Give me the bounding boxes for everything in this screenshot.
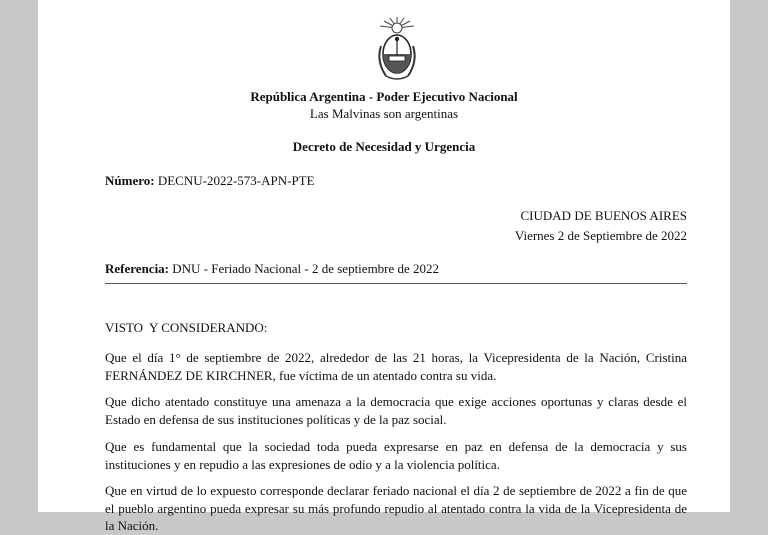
reference-label: Referencia: [105, 261, 170, 276]
date: Viernes 2 de Septiembre de 2022 [514, 228, 687, 243]
decree-number [105, 173, 315, 189]
separator-rule [105, 283, 687, 284]
reference-value: DNU - Feriado Nacional - 2 de septiembre de 2022 [172, 261, 440, 276]
header-republic: República Argentina - Poder Ejecutivo Nacional [250, 89, 518, 104]
reference [105, 261, 439, 277]
number-value: DECNU-2022-573-APN-PTE [157, 173, 315, 188]
document-page [38, 0, 730, 533]
paragraph-3: Que es fundamental que la sociedad toda pueda expresarse en paz en defensa de la democracia y sus instituciones y en repudio a las expresiones de odio y a la violencia política. [105, 439, 687, 472]
paragraph-4: Que en virtud de lo expuesto corresponde declarar feriado nacional el día 2 de septiembre de 2022 a fin de que el pueblo argentino pueda expresar su más profundo repudio al atentado contra la vida de la Vicepresidenta de la Nación. [105, 483, 687, 533]
paragraph-2: Que dicho atentado constituye una amenaza a la democracia que exige acciones oportunas y claras desde el Estado en defensa de sus instituciones políticas y de la paz social. [105, 394, 687, 427]
number-label: Número: [105, 173, 155, 188]
coat-of-arms-seal-icon [372, 16, 422, 84]
header-motto: Las Malvinas son argentinas [309, 106, 459, 121]
decree-type: Decreto de Necesidad y Urgencia [292, 139, 476, 154]
city: CIUDAD DE BUENOS AIRES [520, 208, 687, 223]
paragraph-1: Que el día 1° de septiembre de 2022, alrededor de las 21 horas, la Vicepresidenta de la Nación, Cristina FERNÁNDEZ DE KIRCHNER, fue víctima de un atentado contra su vida. [105, 350, 687, 383]
visto-considerando-heading: VISTO Y CONSIDERANDO: [105, 320, 268, 335]
